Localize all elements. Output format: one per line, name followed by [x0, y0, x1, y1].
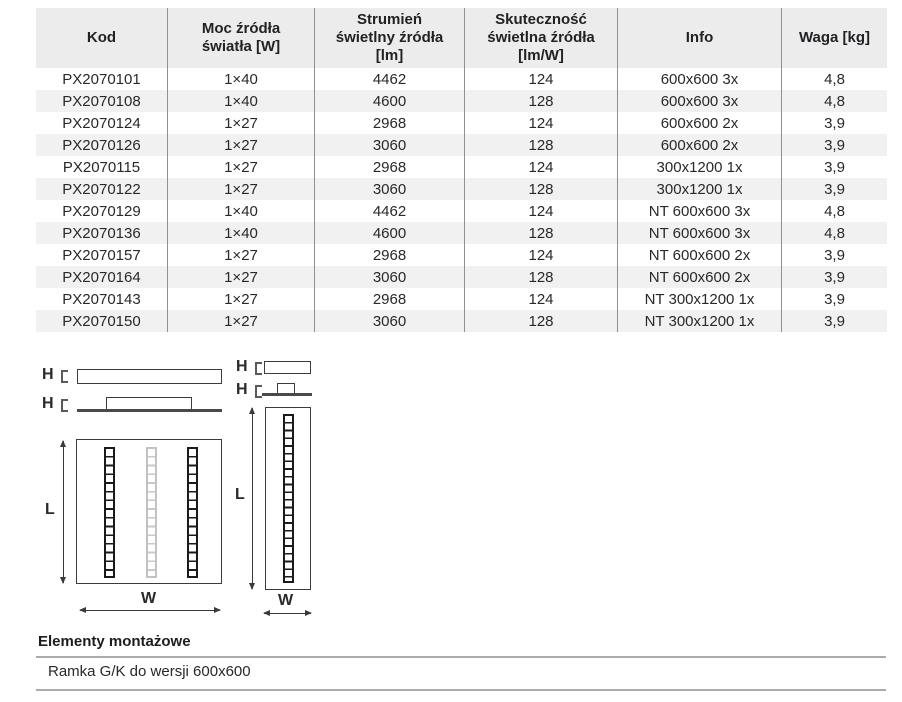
- table-cell: 128: [465, 134, 618, 156]
- recessed-side-view: [264, 361, 311, 374]
- table-cell: NT 300x1200 1x: [618, 288, 782, 310]
- table-cell: PX2070108: [36, 90, 168, 112]
- length-dimension-arrow: [63, 441, 64, 583]
- recessed-side-view: [77, 369, 222, 384]
- table-cell: 128: [465, 222, 618, 244]
- table-cell: 1×27: [168, 266, 315, 288]
- table-row: [36, 244, 887, 266]
- table-cell: 3060: [315, 134, 465, 156]
- column-header: Waga [kg]: [798, 29, 871, 47]
- table-cell: 2968: [315, 112, 465, 134]
- table-cell: PX2070164: [36, 266, 168, 288]
- table-row: [36, 68, 887, 90]
- table-cell: 2968: [315, 156, 465, 178]
- table-cell: 1×40: [168, 68, 315, 90]
- led-strip: [146, 447, 157, 578]
- led-strip: [187, 447, 198, 578]
- table-cell: 600x600 2x: [618, 134, 782, 156]
- table-cell: NT 300x1200 1x: [618, 310, 782, 332]
- table-row: [36, 310, 887, 332]
- divider-line: [36, 689, 886, 691]
- table-cell: 128: [465, 266, 618, 288]
- height-label: H: [236, 358, 248, 375]
- table-cell: PX2070136: [36, 222, 168, 244]
- divider-line: [36, 656, 886, 658]
- height-label: H: [42, 366, 54, 383]
- table-body: [36, 68, 887, 332]
- width-dimension-arrow: [264, 613, 311, 614]
- width-label: W: [141, 590, 157, 607]
- dimension-bracket: [255, 362, 262, 375]
- table-cell: 124: [465, 156, 618, 178]
- table-cell: 3,9: [824, 290, 845, 308]
- table-row: [36, 266, 887, 288]
- table-cell: 4,8: [824, 202, 845, 220]
- table-cell: PX2070122: [36, 178, 168, 200]
- table-cell: 4,8: [824, 224, 845, 242]
- column-header: Skuteczność świetlna źródła [lm/W]: [465, 8, 618, 68]
- table-cell: 2968: [315, 288, 465, 310]
- table-cell: 124: [465, 68, 618, 90]
- product-table: [36, 8, 887, 332]
- table-cell: 3,9: [824, 114, 845, 132]
- table-row: [36, 200, 887, 222]
- table-cell: 4600: [315, 90, 465, 112]
- table-cell: 600x600 2x: [618, 112, 782, 134]
- ceiling-line: [262, 393, 312, 396]
- table-cell: 1×40: [168, 222, 315, 244]
- column-header: Info: [618, 8, 782, 68]
- table-cell: 4,8: [824, 70, 845, 88]
- mounting-item: Ramka G/K do wersji 600x600: [48, 663, 251, 680]
- table-cell: PX2070126: [36, 134, 168, 156]
- ceiling-line: [77, 409, 222, 412]
- table-row: [36, 222, 887, 244]
- table-cell: 124: [465, 288, 618, 310]
- table-cell: 1×27: [168, 134, 315, 156]
- table-cell: 3,9: [824, 246, 845, 264]
- length-dimension-arrow: [252, 408, 253, 589]
- table-cell: PX2070124: [36, 112, 168, 134]
- table-cell: 1×27: [168, 310, 315, 332]
- table-cell: 1×40: [168, 90, 315, 112]
- table-cell: 3,9: [824, 312, 845, 330]
- table-cell: PX2070129: [36, 200, 168, 222]
- table-cell: NT 600x600 3x: [618, 222, 782, 244]
- table-cell: 3,9: [824, 136, 845, 154]
- table-cell: 3,9: [824, 268, 845, 286]
- table-cell: PX2070115: [36, 156, 168, 178]
- table-cell: 124: [465, 244, 618, 266]
- table-header-row: [36, 8, 887, 68]
- length-label: L: [235, 486, 245, 503]
- width-dimension-arrow: [80, 610, 220, 611]
- table-cell: PX2070101: [36, 68, 168, 90]
- table-cell: 128: [465, 178, 618, 200]
- table-cell: NT 600x600 2x: [618, 266, 782, 288]
- table-cell: 300x1200 1x: [618, 156, 782, 178]
- table-cell: 4600: [315, 222, 465, 244]
- height-label: H: [236, 381, 248, 398]
- table-cell: 3060: [315, 266, 465, 288]
- dimension-bracket: [61, 370, 68, 383]
- column-header: Moc źródła światła [W]: [168, 8, 315, 68]
- dimension-bracket: [255, 385, 262, 398]
- table-cell: 124: [465, 112, 618, 134]
- table-row: [36, 112, 887, 134]
- table-cell: NT 600x600 3x: [618, 200, 782, 222]
- table-row: [36, 288, 887, 310]
- table-cell: 600x600 3x: [618, 68, 782, 90]
- table-cell: 1×27: [168, 178, 315, 200]
- table-cell: 1×27: [168, 288, 315, 310]
- table-cell: 128: [465, 310, 618, 332]
- table-cell: 600x600 3x: [618, 90, 782, 112]
- table-cell: 4462: [315, 68, 465, 90]
- table-row: [36, 90, 887, 112]
- table-row: [36, 156, 887, 178]
- table-cell: 1×27: [168, 112, 315, 134]
- column-header: Kod: [36, 8, 168, 68]
- table-cell: 1×27: [168, 244, 315, 266]
- table-cell: 2968: [315, 244, 465, 266]
- table-cell: NT 600x600 2x: [618, 244, 782, 266]
- table-row: [36, 134, 887, 156]
- table-cell: 3,9: [824, 180, 845, 198]
- table-cell: 1×27: [168, 156, 315, 178]
- table-cell: PX2070143: [36, 288, 168, 310]
- led-strip: [104, 447, 115, 578]
- table-row: [36, 178, 887, 200]
- mounting-section-title: Elementy montażowe: [38, 633, 191, 650]
- height-label: H: [42, 395, 54, 412]
- table-cell: 3,9: [824, 158, 845, 176]
- width-label: W: [278, 592, 294, 609]
- led-strip: [283, 414, 294, 583]
- dimension-bracket: [61, 399, 68, 412]
- table-cell: 1×40: [168, 200, 315, 222]
- table-cell: 124: [465, 200, 618, 222]
- table-cell: 4,8: [824, 92, 845, 110]
- table-cell: 300x1200 1x: [618, 178, 782, 200]
- length-label: L: [45, 501, 55, 518]
- table-cell: PX2070157: [36, 244, 168, 266]
- table-cell: 4462: [315, 200, 465, 222]
- table-cell: 3060: [315, 310, 465, 332]
- table-cell: 128: [465, 90, 618, 112]
- table-cell: 3060: [315, 178, 465, 200]
- column-header: Strumień świetlny źródła [lm]: [315, 8, 465, 68]
- table-cell: PX2070150: [36, 310, 168, 332]
